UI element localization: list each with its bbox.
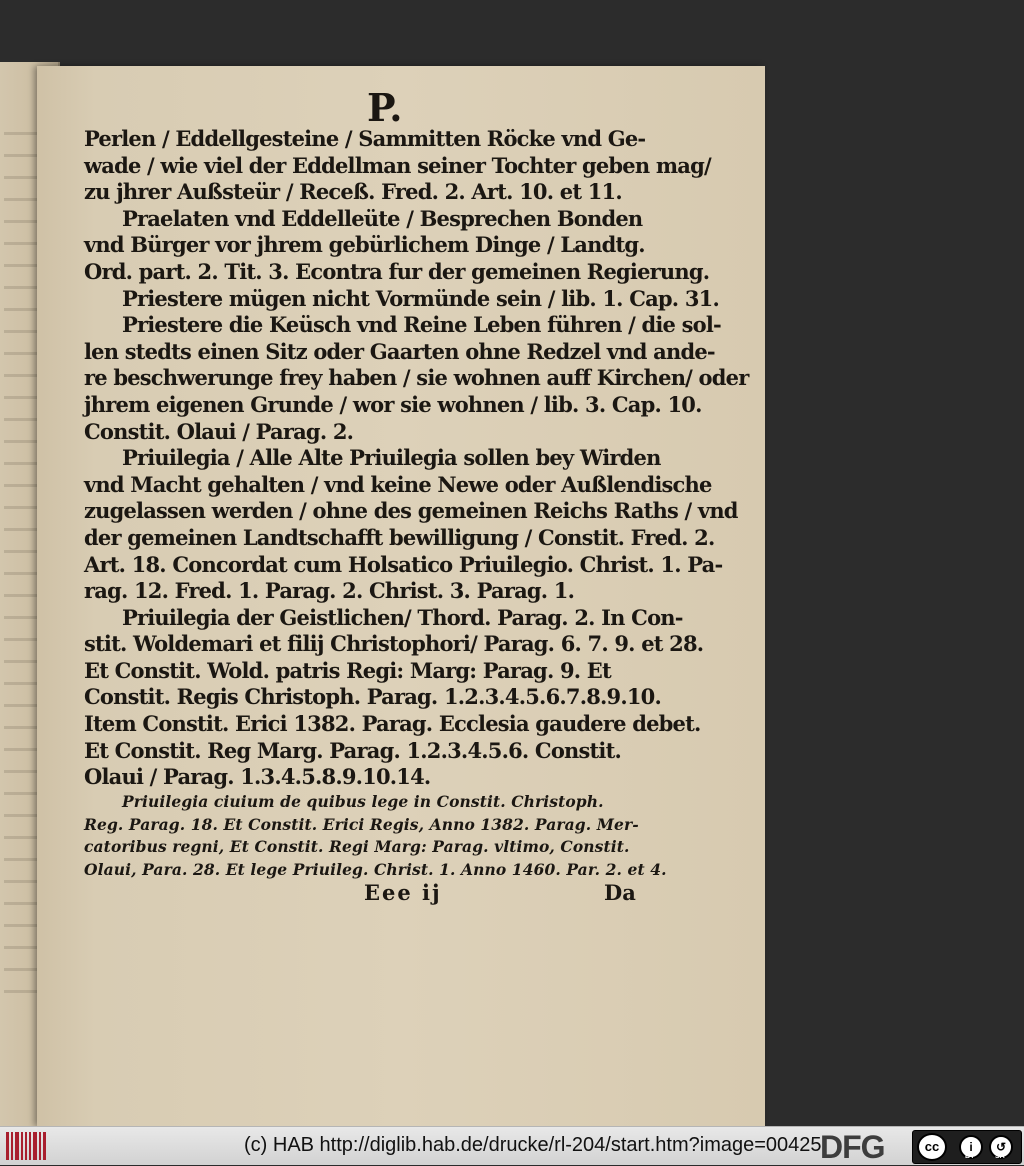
dfg-logo: DFG [820, 1129, 885, 1165]
text-line: len stedts einen Sitz oder Gaarten ohne Redzel vnd ande- [84, 338, 715, 364]
text-line: Constit. Olaui / Parag. 2. [84, 418, 354, 444]
text-line: vnd Macht gehalten / vnd keine Newe oder Außlendische [84, 471, 712, 497]
text-line: Item Constit. Erici 1382. Parag. Ecclesia gaudere debet. [84, 711, 701, 737]
text-line: Priestere mügen nicht Vormünde sein / lib. 1. Cap. 31. [122, 285, 719, 311]
text-line: Priuilegia / Alle Alte Priuilegia sollen bey Wirden [122, 445, 661, 471]
by-label: BY [965, 1153, 975, 1160]
latin-line: Priuilegia ciuium de quibus lege in Constit. Christoph. [122, 792, 604, 811]
text-line: Ord. part. 2. Tit. 3. Econtra fur der gemeinen Regierung. [84, 258, 710, 284]
text-line: Et Constit. Wold. patris Regi: Marg: Parag. 9. Et [84, 657, 611, 683]
latin-line: catoribus regni, Et Constit. Regi Marg: Parag. vltimo, Constit. [84, 837, 630, 856]
credit-bar [0, 1126, 1024, 1165]
book-page [37, 66, 765, 1126]
signature-mark: Eee ij [364, 880, 442, 905]
text-line: Art. 18. Concordat cum Holsatico Priuilegio. Christ. 1. Pa- [84, 551, 723, 577]
text-line: wade / wie viel der Eddellman seiner Tochter geben mag/ [84, 152, 711, 178]
text-line: vnd Bürger vor jhrem gebürlichem Dinge / Landtg. [84, 232, 645, 258]
credit-link[interactable]: (c) HAB http://diglib.hab.de/drucke/rl-204/start.htm?image=00425 [244, 1134, 822, 1156]
text-line: Praelaten vnd Eddelleüte / Besprechen Bonden [122, 205, 643, 231]
text-line: Olaui / Parag. 1.3.4.5.8.9.10.14. [84, 764, 431, 790]
text-line: Et Constit. Reg Marg. Parag. 1.2.3.4.5.6. Constit. [84, 737, 622, 763]
text-line: Perlen / Eddellgesteine / Sammitten Röcke vnd Ge- [84, 126, 646, 151]
text-line: rag. 12. Fred. 1. Parag. 2. Christ. 3. Parag. 1. [84, 578, 575, 604]
page-header-letter: P. [367, 85, 403, 130]
cc-icon: cc [917, 1133, 947, 1161]
text-line: Priuilegia der Geistlichen/ Thord. Parag. 2. In Con- [122, 604, 683, 630]
latin-note [84, 791, 667, 881]
barcode-icon [6, 1132, 46, 1160]
license-badge[interactable] [912, 1130, 1022, 1164]
text-line: Constit. Regis Christoph. Parag. 1.2.3.4.5.6.7.8.9.10. [84, 684, 661, 710]
page-footer [84, 880, 654, 910]
catchword: Da [604, 880, 636, 905]
latin-line: Reg. Parag. 18. Et Constit. Erici Regis, Anno 1382. Parag. Mer- [84, 814, 639, 834]
latin-line: Olaui, Para. 28. Et lege Priuileg. Christ. 1. Anno 1460. Par. 2. et 4. [84, 859, 667, 879]
by-icon: i [959, 1135, 983, 1159]
text-line: Priestere die Keüsch vnd Reine Leben führen / die sol- [122, 312, 721, 338]
text-line: stit. Woldemari et filij Christophori/ Parag. 6. 7. 9. et 28. [84, 631, 704, 657]
text-line: zugelassen werden / ohne des gemeinen Reichs Raths / vnd [84, 498, 738, 524]
text-line: der gemeinen Landtschafft bewilligung / Constit. Fred. 2. [84, 524, 715, 550]
text-line: zu jhrer Außsteür / Receß. Fred. 2. Art. 10. et 11. [84, 179, 622, 205]
sa-icon: ↺ [989, 1135, 1013, 1159]
text-line: re beschwerunge frey haben / sie wohnen auff Kirchen/ oder [84, 365, 749, 391]
sa-label: SA [995, 1153, 1005, 1160]
body-text [84, 126, 749, 791]
text-line: jhrem eigenen Grunde / wor sie wohnen / lib. 3. Cap. 10. [84, 391, 702, 417]
